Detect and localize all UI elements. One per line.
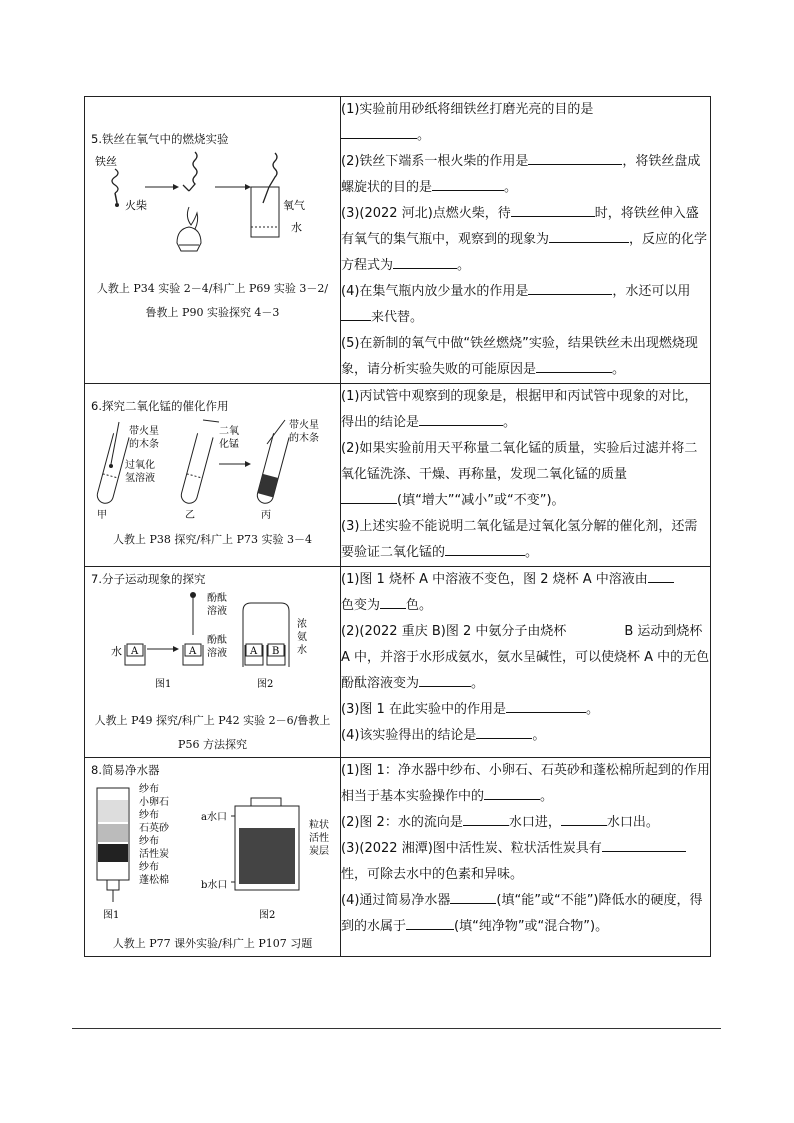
answer-blank[interactable] (549, 228, 629, 243)
question-3: (3)上述实验不能说明二氧化锰是过氧化氢分解的催化剂，还需要验证二氧化锰的 。 (341, 519, 698, 560)
svg-text:氧气: 氧气 (283, 199, 305, 212)
svg-text:小卵石: 小卵石 (139, 797, 169, 808)
svg-text:的木条: 的木条 (129, 439, 159, 450)
molecular-motion-diagram (85, 587, 340, 705)
svg-text:b水口: b水口 (201, 880, 228, 891)
row-caption: 人教上 P34 实验 2－4/科广上 P69 实验 3－2/鲁教上 P90 实验探究 4－3 (96, 282, 329, 319)
table-row (85, 384, 711, 567)
question-4: (4)在集气瓶内放少量水的作用是 ，水还可以用来代替。 (341, 279, 710, 331)
svg-text:浓: 浓 (297, 619, 307, 630)
table-row (85, 567, 711, 758)
row-title: 5.铁丝在氧气中的燃烧实验 (91, 132, 229, 146)
svg-text:氢溶液: 氢溶液 (125, 473, 155, 484)
question-4: (4)通过简易净水器 (填“能”或“不能”)降低水的硬度，得到的水属于 (填“纯净物”或“混合物”)。 (341, 888, 710, 940)
answer-blank[interactable] (341, 489, 397, 504)
svg-text:氨: 氨 (297, 632, 307, 643)
svg-text:溶液: 溶液 (207, 648, 227, 659)
answer-blank[interactable] (648, 568, 674, 583)
answer-blank[interactable] (511, 202, 595, 217)
svg-text:图2: 图2 (257, 679, 274, 690)
svg-text:蓬松棉: 蓬松棉 (139, 875, 169, 886)
row7-questions-cell (341, 567, 711, 758)
svg-text:化锰: 化锰 (219, 439, 239, 450)
svg-text:粒状: 粒状 (309, 820, 329, 831)
svg-text:丙: 丙 (261, 510, 271, 521)
svg-text:a水口: a水口 (201, 812, 227, 823)
row6-questions-cell (341, 384, 711, 567)
svg-text:水: 水 (291, 221, 302, 234)
table-row (85, 758, 711, 957)
question-4: (4)该实验得出的结论是 。 (341, 723, 710, 749)
svg-text:溶液: 溶液 (207, 606, 227, 617)
question-3: (3)(2022 河北)点燃火柴，待 时，将铁丝伸入盛有氧气的集气瓶中，观察到的现象为 ，反应的化学方程式为 。 (341, 201, 710, 279)
catalyst-diagram (85, 414, 340, 524)
answer-blank[interactable] (463, 811, 509, 826)
question-2: (2)图 2：水的流向是 水口进， 水口出。 (341, 810, 710, 836)
answer-blank[interactable] (602, 837, 686, 852)
row-title: 8.简易净水器 (91, 763, 160, 777)
question-3: (3)图 1 在此实验中的作用是 。 (341, 697, 710, 723)
svg-text:水: 水 (297, 645, 307, 656)
svg-text:过氧化: 过氧化 (125, 460, 155, 471)
svg-text:纱布: 纱布 (139, 836, 159, 847)
svg-text:的木条: 的木条 (289, 433, 319, 444)
svg-text:A: A (189, 646, 197, 657)
question-1: (1)实验前用砂纸将细铁丝打磨光亮的目的是 。 (341, 102, 594, 143)
question-1: (1)丙试管中观察到的现象是，根据甲和丙试管中现象的对比，得出的结论是 。 (341, 389, 698, 430)
svg-text:活性炭: 活性炭 (139, 849, 169, 860)
question-1: (1)图 1 烧杯 A 中溶液不变色，图 2 烧杯 A 中溶液由 色变为 色。 (341, 567, 710, 619)
table-row (85, 97, 711, 384)
question-3: (3)(2022 湘潭)图中活性炭、粒状活性炭具有性，可除去水中的色素和异味。 (341, 836, 710, 888)
row6-figure-cell (85, 384, 341, 567)
svg-text:二氧: 二氧 (219, 426, 239, 437)
row7-figure-cell (85, 567, 341, 758)
svg-text:A: A (250, 646, 258, 657)
svg-text:纱布: 纱布 (139, 810, 159, 821)
row8-questions-cell (341, 758, 711, 957)
svg-text:A: A (131, 646, 139, 657)
question-2: (2)铁丝下端系一根火柴的作用是 ，将铁丝盘成螺旋状的目的是 。 (341, 149, 710, 201)
row-caption: 人教上 P49 探究/科广上 P42 实验 2－6/鲁教上 P56 方法探究 (94, 714, 331, 751)
answer-blank[interactable] (528, 280, 612, 295)
answer-blank[interactable] (506, 698, 586, 713)
answer-blank[interactable] (380, 594, 406, 609)
experiment-table (84, 96, 711, 957)
answer-blank[interactable] (432, 176, 504, 191)
answer-blank[interactable] (419, 411, 503, 426)
row5-figure-cell (85, 97, 341, 384)
answer-blank[interactable] (341, 306, 371, 321)
svg-text:图2: 图2 (259, 910, 276, 921)
question-1: (1)图 1：净水器中纱布、小卵石、石英砂和蓬松棉所起到的作用相当于基本实验操作中的 。 (341, 763, 710, 804)
svg-text:火柴: 火柴 (125, 199, 147, 212)
answer-blank[interactable] (406, 915, 454, 930)
svg-text:酚酞: 酚酞 (207, 593, 227, 604)
row8-figure-cell (85, 758, 341, 957)
svg-text:酚酞: 酚酞 (207, 635, 227, 646)
svg-text:B: B (272, 646, 280, 657)
svg-text:活性: 活性 (309, 833, 329, 844)
answer-blank[interactable] (528, 150, 622, 165)
question-2: (2)如果实验前用天平称量二氧化锰的质量，实验后过滤并将二氧化锰洗涤、干燥、再称量，发现二氧化锰的质量 (填“增大”“减小”或“不变”)。 (341, 441, 698, 508)
answer-blank[interactable] (341, 124, 417, 139)
svg-text:纱布: 纱布 (139, 784, 159, 795)
row-title: 7.分子运动现象的探究 (91, 572, 206, 586)
svg-text:带火星: 带火星 (289, 420, 319, 431)
svg-text:甲: 甲 (97, 510, 107, 521)
footer-divider (72, 1028, 721, 1029)
svg-text:炭层: 炭层 (309, 846, 329, 857)
answer-blank[interactable] (536, 358, 612, 373)
svg-text:石英砂: 石英砂 (139, 823, 169, 834)
svg-text:水: 水 (111, 645, 122, 658)
answer-blank[interactable] (419, 672, 471, 687)
svg-text:乙: 乙 (185, 510, 195, 521)
svg-text:纱布: 纱布 (139, 862, 159, 873)
answer-blank[interactable] (450, 889, 496, 904)
svg-text:铁丝: 铁丝 (95, 155, 117, 168)
row5-questions-cell (341, 97, 711, 384)
svg-text:图1: 图1 (103, 910, 120, 921)
answer-blank[interactable] (561, 811, 607, 826)
svg-text:带火星: 带火星 (129, 426, 159, 437)
water-purifier-diagram (85, 778, 340, 928)
answer-blank[interactable] (445, 541, 525, 556)
answer-blank[interactable] (393, 254, 457, 269)
row-caption: 人教上 P38 探究/科广上 P73 实验 3－4 (113, 533, 312, 546)
question-2: (2)(2022 重庆 B)图 2 中氨分子由烧杯 B 运动到烧杯 A 中，并溶于水形成氨水，氨水呈碱性，可以使烧杯 A 中的无色酚酞溶液变为 。 (341, 624, 710, 691)
row-caption: 人教上 P77 课外实验/科广上 P107 习题 (112, 937, 313, 950)
question-5: (5)在新制的氧气中做“铁丝燃烧”实验，结果铁丝未出现燃烧现象，请分析实验失败的可能原因是 。 (341, 336, 698, 377)
row-title: 6.探究二氧化锰的催化作用 (91, 399, 229, 413)
svg-text:图1: 图1 (155, 679, 172, 690)
answer-blank[interactable] (484, 785, 540, 800)
answer-blank[interactable] (476, 724, 532, 739)
iron-wire-diagram (85, 147, 340, 273)
